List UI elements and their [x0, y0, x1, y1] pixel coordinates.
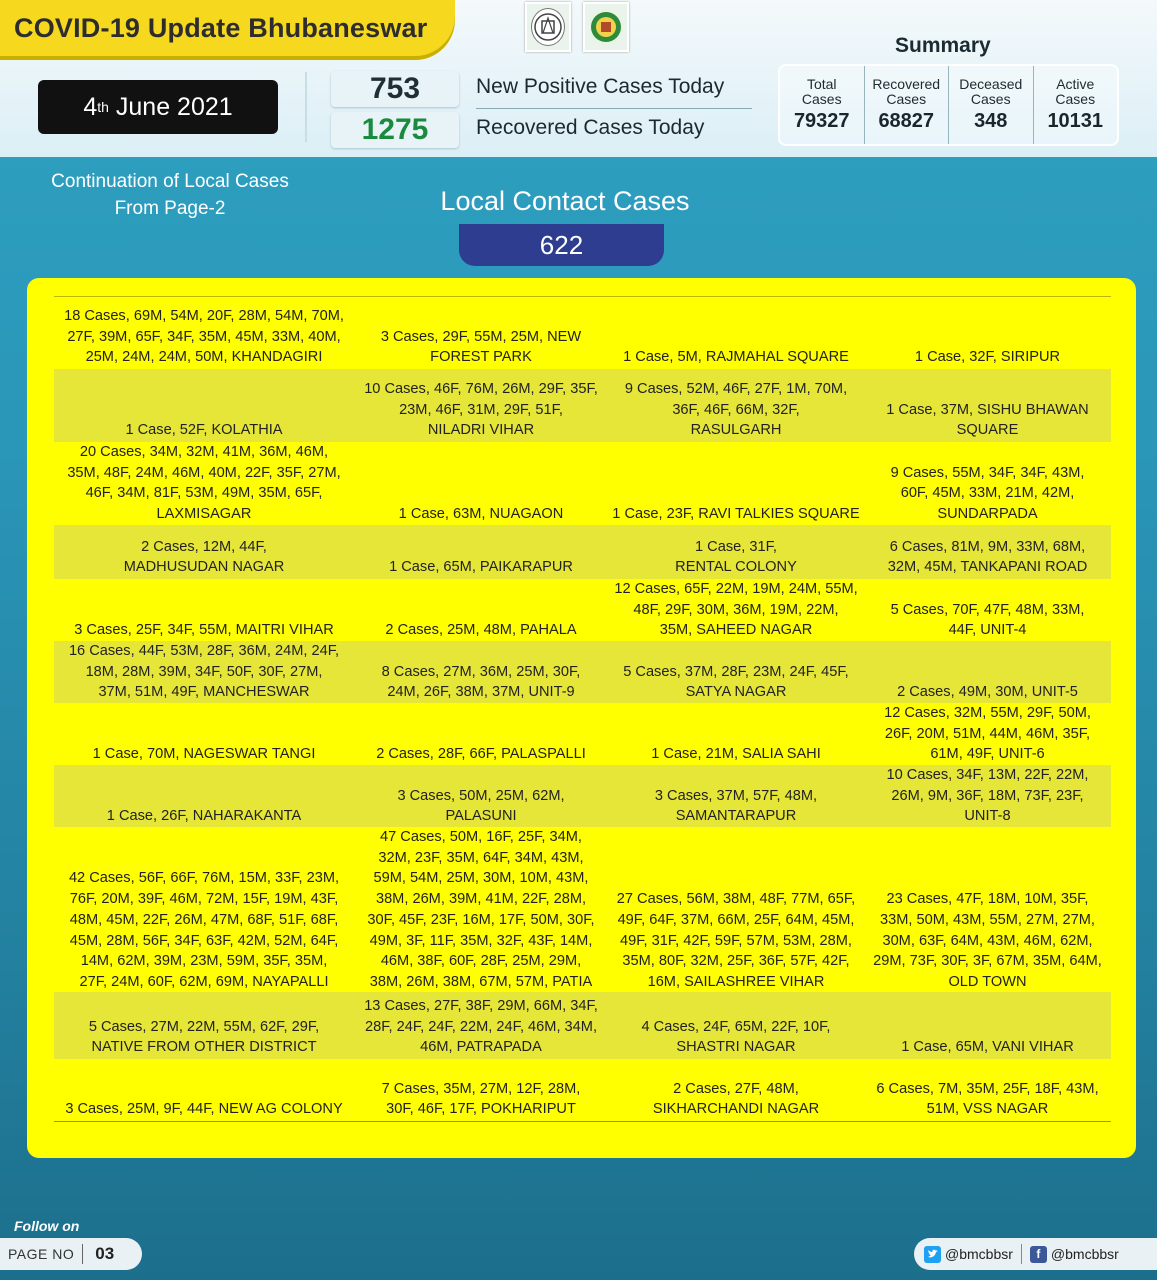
table-row — [54, 579, 1111, 641]
table-row — [54, 442, 1111, 525]
table-row — [54, 703, 1111, 765]
summary-total-value: 79327 — [793, 110, 850, 132]
summary-total — [780, 66, 865, 144]
summary-deceased-label: Deceased Cases — [959, 76, 1023, 107]
table-cell: 1 Case, 21M, SALIA SAHI — [651, 746, 821, 763]
table-cell: 1 Case, 26F, NAHARAKANTA — [106, 808, 302, 825]
title-banner — [0, 0, 455, 56]
facebook-icon[interactable]: f — [1030, 1246, 1047, 1263]
odisha-govt-emblem-icon — [525, 2, 571, 52]
table-cell: 27 Cases, 56M, 38M, 48F, 77M, 65F, 49F, 64F, 37M, 66M, 25F, 64M, 45M, 49F, 31F, 42F, 59F, 57M, 53M, 28M, 35M, 80F, 32M, 25F, 36F, 57F, 42F, 16M, SAILASHREE VIHAR — [616, 891, 856, 990]
summary-deceased — [949, 66, 1034, 144]
page-number: 03 — [95, 1244, 115, 1263]
table-row — [54, 369, 1111, 442]
table-cell: 1 Case, 70M, NAGESWAR TANGI — [92, 746, 316, 763]
table-cell: 3 Cases, 37M, 57F, 48M, SAMANTARAPUR — [654, 787, 818, 825]
local-contact-count: 622 — [459, 224, 664, 266]
header-divider — [305, 72, 307, 142]
table-cell: 9 Cases, 55M, 34F, 34F, 43M, 60F, 45M, 33M, 21M, 42M, SUNDARPADA — [890, 464, 1085, 523]
follow-label: Follow on — [14, 1218, 80, 1234]
table-cell: 4 Cases, 24F, 65M, 22F, 10F, SHASTRI NAGAR — [641, 1018, 831, 1056]
page-label: PAGE NO — [8, 1246, 75, 1262]
summary-active — [1034, 66, 1118, 144]
local-contact-title: Local Contact Cases — [440, 186, 690, 216]
table-row — [54, 1059, 1111, 1121]
page-separator — [82, 1244, 83, 1264]
facebook-handle[interactable]: @bmcbbsr — [1050, 1246, 1119, 1262]
table-cell: 3 Cases, 25M, 9F, 44F, NEW AG COLONY — [65, 1101, 343, 1118]
table-cell: 23 Cases, 47F, 18M, 10M, 35F, 33M, 50M, 43M, 55M, 27M, 27M, 30M, 63F, 64M, 43M, 46M, 62M, 29M, 73F, 30F, 3F, 67M, 35M, 64M, OLD TOWN — [873, 891, 1102, 990]
report-date: 4 th June 2021 — [38, 80, 278, 134]
recovered-today-count: 1275 — [331, 112, 459, 148]
cases-panel — [27, 278, 1136, 1158]
table-cell: 1 Case, 37M, SISHU BHAWAN SQUARE — [886, 401, 1089, 439]
table-cell: 5 Cases, 37M, 28F, 23M, 24F, 45F, SATYA NAGAR — [623, 663, 849, 701]
table-cell: 2 Cases, 49M, 30M, UNIT-5 — [897, 684, 1078, 701]
table-cell: 12 Cases, 65F, 22M, 19M, 24M, 55M, 48F, 29F, 30M, 36M, 19M, 22M, 35M, SAHEED NAGAR — [614, 581, 858, 639]
table-row — [54, 765, 1111, 827]
social-separator — [1021, 1244, 1022, 1264]
table-cell: 1 Case, 65M, VANI VIHAR — [901, 1039, 1074, 1056]
bmc-emblem-icon — [583, 2, 629, 52]
twitter-icon[interactable] — [924, 1246, 941, 1263]
summary-deceased-value: 348 — [974, 110, 1008, 132]
table-cell: 8 Cases, 27M, 36M, 25M, 30F, 24M, 26F, 38M, 37M, UNIT-9 — [381, 663, 581, 701]
table-cell: 1 Case, 63M, NUAGAON — [398, 506, 564, 523]
summary-recovered-value: 68827 — [878, 110, 935, 132]
header — [0, 0, 1157, 157]
cases-table — [54, 296, 1111, 1122]
counts-divider — [476, 108, 752, 109]
table-cell: 6 Cases, 7M, 35M, 25F, 18F, 43M, 51M, VSS NAGAR — [876, 1080, 1099, 1118]
summary-active-label: Active Cases — [1055, 76, 1096, 107]
table-cell: 10 Cases, 46F, 76M, 26M, 29F, 35F, 23M, 46F, 31M, 29F, 51F, NILADRI VIHAR — [364, 380, 598, 439]
table-row — [54, 525, 1111, 579]
table-cell: 2 Cases, 25M, 48M, PAHALA — [385, 622, 577, 639]
twitter-handle[interactable]: @bmcbbsr — [945, 1246, 1013, 1262]
table-cell: 1 Case, 32F, SIRIPUR — [914, 349, 1061, 366]
summary-recovered-label: Recovered Cases — [872, 76, 941, 107]
table-cell: 1 Case, 52F, KOLATHIA — [125, 422, 283, 439]
page-title: COVID-19 Update Bhubaneswar — [14, 12, 428, 43]
table-cell: 20 Cases, 34M, 32M, 41M, 36M, 46M, 35M, 48F, 24M, 46M, 40M, 22F, 35F, 27M, 46F, 34M, 81F, 53M, 49M, 35M, 65F, LAXMISAGAR — [67, 444, 341, 523]
table-cell: 10 Cases, 34F, 13M, 22F, 22M, 26M, 9M, 36F, 18M, 73F, 23F, UNIT-8 — [886, 767, 1089, 825]
table-cell: 2 Cases, 27F, 48M, SIKHARCHANDI NAGAR — [652, 1080, 820, 1118]
recovered-today-label: Recovered Cases Today — [476, 116, 705, 139]
page-number-bar — [0, 1238, 142, 1270]
table-cell: 2 Cases, 12M, 44F, MADHUSUDAN NAGAR — [123, 538, 285, 576]
summary-recovered — [865, 66, 950, 144]
table-cell: 16 Cases, 44F, 53M, 28F, 36M, 24M, 24F, 18M, 28M, 39M, 34F, 50F, 30F, 27M, 37M, 51M, 49F, MANCHESWAR — [68, 643, 340, 701]
table-cell: 9 Cases, 52M, 46F, 27F, 1M, 70M, 36F, 46F, 66M, 32F, RASULGARH — [624, 380, 848, 439]
table-cell: 2 Cases, 28F, 66F, PALASPALLI — [376, 746, 586, 763]
summary-panel — [778, 64, 1119, 146]
table-cell: 1 Case, 23F, RAVI TALKIES SQUARE — [612, 506, 860, 523]
new-positive-count: 753 — [331, 71, 459, 107]
table-cell: 5 Cases, 70F, 47F, 48M, 33M, 44F, UNIT-4 — [890, 601, 1085, 639]
table-cell: 6 Cases, 81M, 9M, 33M, 68M, 32M, 45M, TANKAPANI ROAD — [887, 538, 1088, 576]
table-cell: 42 Cases, 56F, 66F, 76M, 15M, 33F, 23M, 76F, 20M, 39F, 46M, 72M, 15F, 19M, 43F, 48M, 45M, 22F, 26M, 47M, 68F, 51F, 68F, 45M, 28M, 56F, 34F, 63F, 42M, 52M, 64F, 14M, 62M, 39M, 23M, 59M, 35F, 35M, 27F, 24M, 60F, 62M, 69M, NAYAPALLI — [68, 870, 340, 990]
table-cell: 3 Cases, 25F, 34F, 55M, MAITRI VIHAR — [74, 622, 334, 639]
table-row — [54, 641, 1111, 703]
table-cell: 12 Cases, 32M, 55M, 29F, 50M, 26F, 20M, 51M, 44M, 46M, 35F, 61M, 49F, UNIT-6 — [884, 705, 1091, 763]
table-cell: 18 Cases, 69M, 54M, 20F, 28M, 54M, 70M, 27F, 39M, 65F, 34F, 35M, 45M, 33M, 40M, 25M, 24M, 24M, 50M, KHANDAGIRI — [64, 307, 344, 366]
table-cell: 1 Case, 5M, RAJMAHAL SQUARE — [623, 349, 849, 366]
table-cell: 3 Cases, 50M, 25M, 62M, PALASUNI — [397, 787, 565, 825]
table-cell: 7 Cases, 35M, 27M, 12F, 28M, 30F, 46F, 17F, POKHARIPUT — [381, 1080, 581, 1118]
table-cell: 13 Cases, 27F, 38F, 29M, 66M, 34F, 28F, 24F, 24F, 22M, 24F, 46M, 34M, 46M, PATRAPADA — [364, 997, 598, 1056]
summary-title: Summary — [895, 34, 991, 57]
table-row — [54, 992, 1111, 1059]
summary-active-value: 10131 — [1047, 110, 1104, 132]
new-positive-label: New Positive Cases Today — [476, 75, 725, 98]
table-row — [54, 297, 1111, 369]
social-bar — [914, 1238, 1157, 1270]
table-cell: 1 Case, 31F, RENTAL COLONY — [675, 538, 797, 576]
summary-total-label: Total Cases — [801, 76, 842, 107]
table-cell: 5 Cases, 27M, 22M, 55M, 62F, 29F, NATIVE FROM OTHER DISTRICT — [88, 1018, 320, 1056]
table-cell: 3 Cases, 29F, 55M, 25M, NEW FOREST PARK — [380, 328, 582, 366]
table-row — [54, 827, 1111, 992]
table-cell: 47 Cases, 50M, 16F, 25F, 34M, 32M, 23F, 35M, 64F, 34M, 43M, 59M, 54M, 25M, 30M, 10M, 43M, 38M, 26M, 39M, 41M, 22F, 28M, 30F, 45F, 23F, 16M, 17F, 50M, 30F, 49M, 3F, 11F, 35M, 32F, 43F, 14M, 46M, 38F, 60F, 28F, 25M, 29M, 38M, 26M, 38M, 67M, 57M, PATIA — [367, 829, 595, 990]
table-cell: 1 Case, 65M, PAIKARAPUR — [389, 559, 573, 576]
continuation-note: Continuation of Local Cases From Page-2 — [51, 171, 289, 219]
